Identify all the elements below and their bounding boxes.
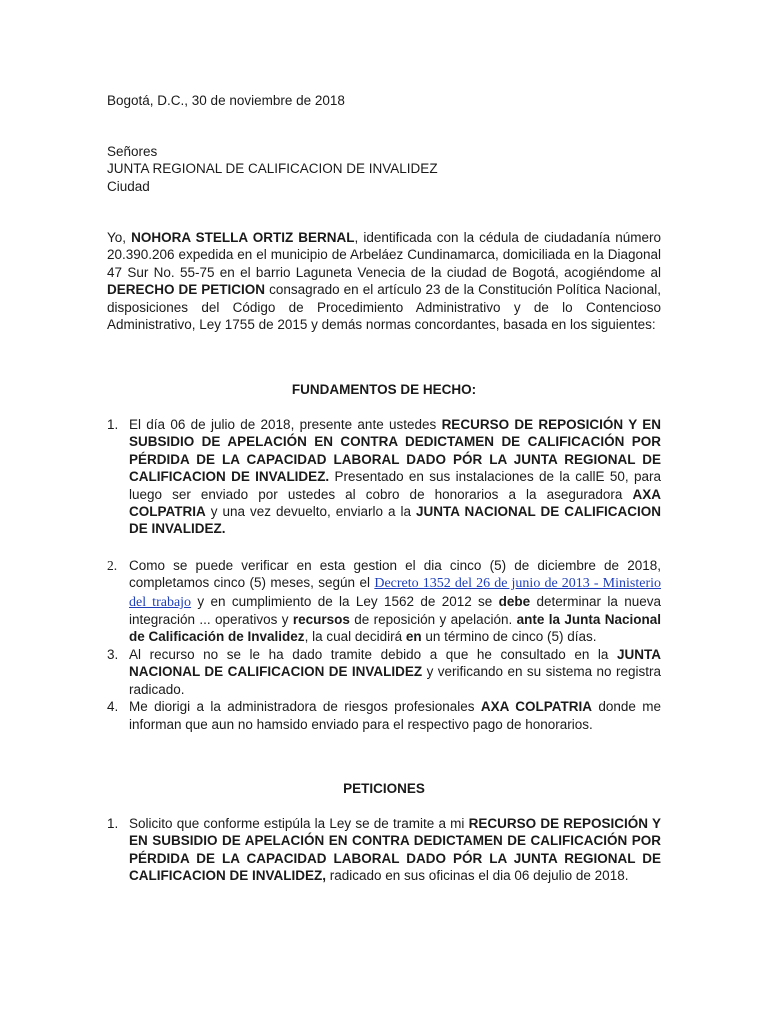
fact-item: 3. Al recurso no se le ha dado tramite debido a que he consultado en la JUNTA NACIONAL DE CALIFICACION DE INVALIDEZ y verificando en su sistema no registra radicado. [107,646,661,697]
recipient-salutation: Señores [107,144,158,159]
intro-paragraph: Yo, NOHORA STELLA ORTIZ BERNAL, identificada con la cédula de ciudadanía número 20.390.206 expedida en el municipio de Arbeláez Cundinamarca, domiciliada en la Diagonal 47 Sur No. 55-75 en el barrio Laguneta Venecia de la ciudad de Bogotá, acogiéndome al DERECHO DE PETICION consagrado en el artículo 23 de la Constitución Política Nacional, disposiciones del Código de Procedimiento Administrativo y de lo Contencioso Administrativo, Ley 1755 de 2015 y demás normas concordantes, basada en los siguientes: [107,230,661,333]
list-number: 2. [107,557,118,573]
section-title-petitions: PETICIONES [343,781,425,796]
fact-item: 1. El día 06 de julio de 2018, presente ante ustedes RECURSO DE REPOSICIÓN Y EN SUBSIDIO DE APELACIÓN EN CONTRA DEDICTAMEN DE CALIFICACIÓN POR PÉRDIDA DE LA CAPACIDAD LABORAL DADO PÓR LA JUNTA REGIONAL DE CALIFICACION DE INVALIDEZ. Presentado en sus instalaciones de la callE 50, para luego ser enviado por ustedes al cobro de honorarios a la aseguradora AXA COLPATRIA y una vez devuelto, enviarlo a la JUNTA NACIONAL DE CALIFICACION DE INVALIDEZ. [107,417,661,537]
recipient-entity: JUNTA REGIONAL DE CALIFICACION DE INVALIDEZ [107,161,438,177]
list-number: 1. [107,816,119,831]
section-title-facts: FUNDAMENTOS DE HECHO: [291,382,477,397]
list-number: 1. [107,417,119,432]
place-date: Bogotá, D.C., 30 de noviembre de 2018 [107,93,345,108]
list-number: 3. [107,646,119,662]
decree-link[interactable]: Decreto 1352 del 26 de junio de 2013 - Ministerio del trabajo [129,576,662,610]
recipient-block [107,143,661,195]
petition-item: 1. Solicito que conforme estipúla la Ley se de tramite a mi RECURSO DE REPOSICIÓN Y EN SUBSIDIO DE APELACIÓN EN CONTRA DEDICTAMEN DE CALIFICACIÓN POR PÉRDIDA DE LA CAPACIDAD LABORAL DADO PÓR LA JUNTA REGIONAL DE CALIFICACION DE INVALIDEZ, radicado en sus oficinas el dia 06 dejulio de 2018. [107,816,661,884]
facts-list [107,416,661,733]
petitions-list [107,815,661,885]
fact-item: 4. Me diorigi a la administradora de riesgos profesionales AXA COLPATRIA donde me informan que aun no hamsido enviado para el respectivo pago de honorarios. [107,699,662,732]
recipient-city: Ciudad [107,178,150,194]
fact-item: 2. Como se puede verificar en esta gestion el dia cinco (5) de diciembre de 2018, completamos cinco (5) meses, según el Decreto 1352 del 26 de junio de 2013 - Ministerio del trabajo y en cumplimiento de la Ley 1562 de 2012 se debe determinar la nueva integración ... operativos y recursos de reposición y apelación. ante la Junta Nacional de Calificación de Invalidez, la cual decidirá en un término de cinco (5) días. [107,557,662,645]
list-number: 4. [107,699,119,715]
petitioner-name: NOHORA STELLA ORTIZ BERNAL [131,230,355,245]
right-invoked: DERECHO DE PETICION [107,282,266,298]
